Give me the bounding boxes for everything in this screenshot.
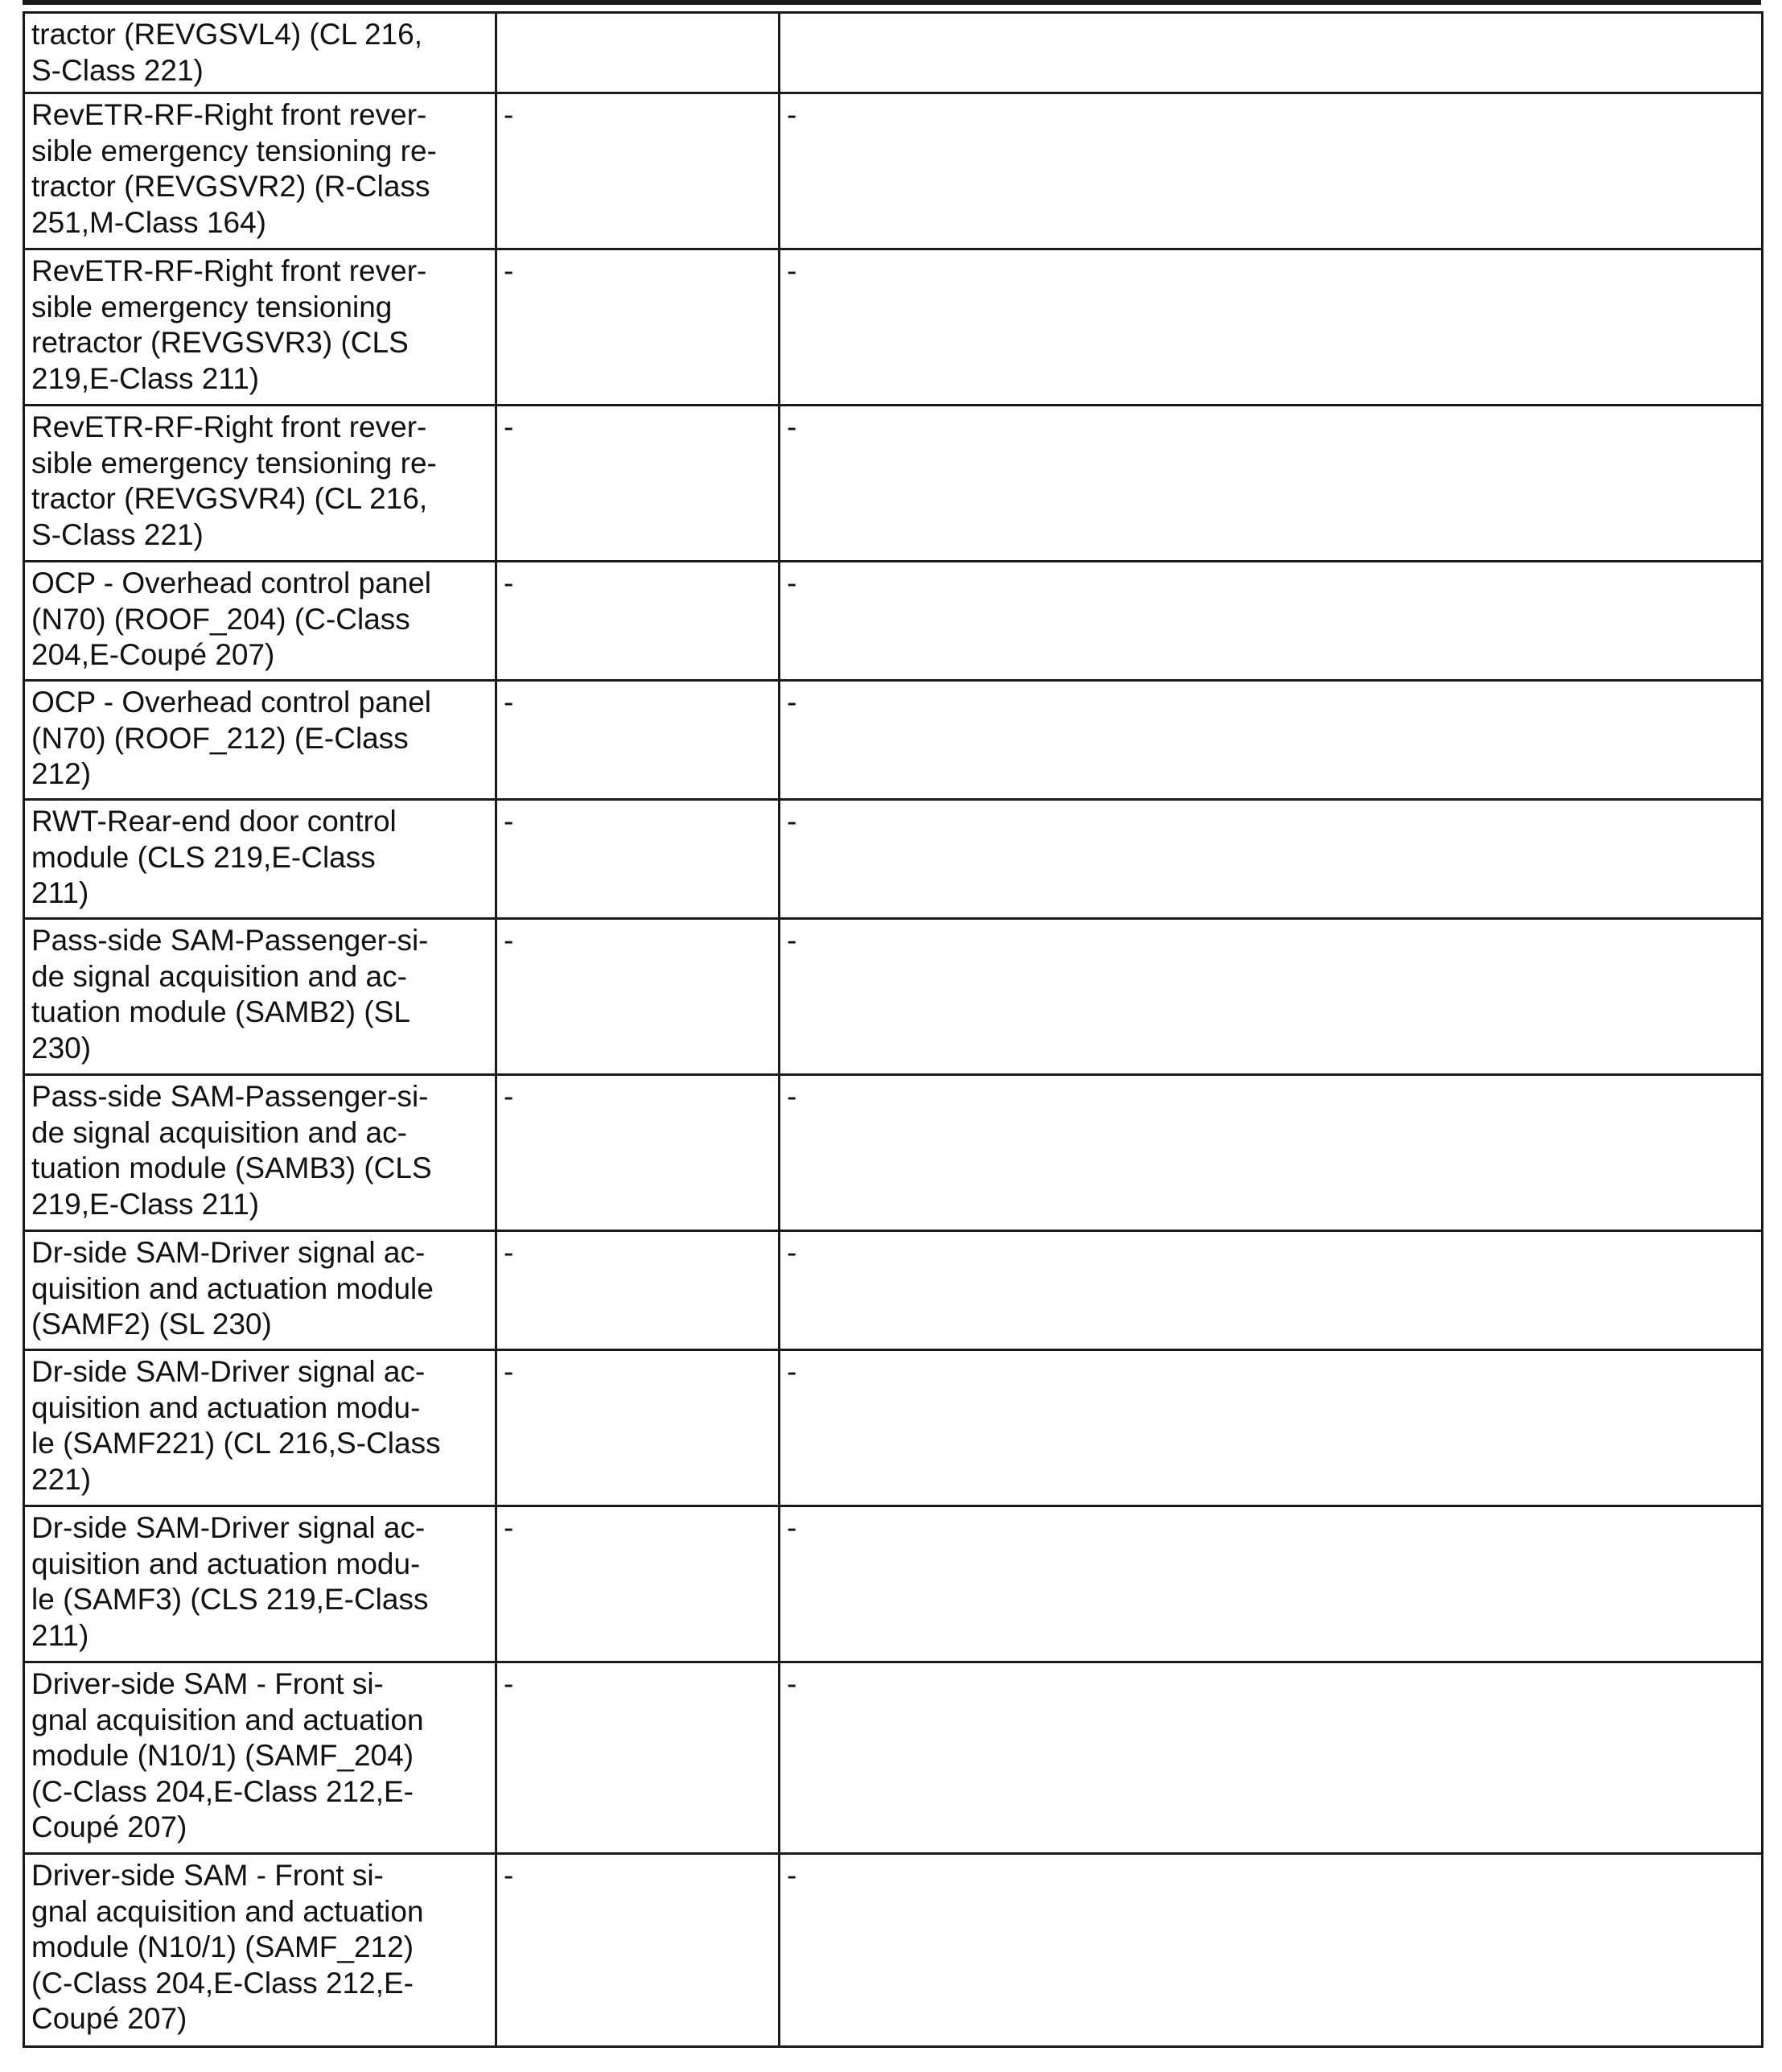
value: - xyxy=(504,1355,514,1388)
value-cell xyxy=(496,406,780,562)
value: - xyxy=(787,1511,797,1544)
value-cell xyxy=(496,562,780,681)
table-row xyxy=(24,93,1763,249)
value-cell xyxy=(496,13,780,93)
module-name-cell xyxy=(24,562,496,681)
table-row xyxy=(24,13,1763,93)
module-name-cell xyxy=(24,1506,496,1662)
module-name-cell xyxy=(24,1854,496,2047)
module-name: Driver-side SAM - Front si- gnal acquisition and actuation module (N10/1) (SAMF_204) (C-Class 204,E-Class 212,E- Coupé 207) xyxy=(31,1667,424,1843)
table-row xyxy=(24,249,1763,406)
module-name: Pass-side SAM-Passenger-si- de signal acquisition and ac- tuation module (SAMB2) (SL 230) xyxy=(31,924,429,1065)
value: - xyxy=(787,924,797,957)
table-body xyxy=(24,13,1763,2047)
module-name: Dr-side SAM-Driver signal ac- quisition and actuation modu- le (SAMF3) (CLS 219,E-Class 211) xyxy=(31,1511,429,1652)
module-name: RWT-Rear-end door control module (CLS 219,E-Class 211) xyxy=(31,805,397,909)
table-row xyxy=(24,1075,1763,1231)
value-cell xyxy=(780,249,1763,406)
table-row xyxy=(24,681,1763,800)
module-name: RevETR-RF-Right front rever- sible emergency tensioning re- tractor (REVGSVR4) (CL 216, S-Class 221) xyxy=(31,410,437,551)
value-cell xyxy=(496,1075,780,1231)
value: - xyxy=(504,924,514,957)
value-cell xyxy=(780,13,1763,93)
value: - xyxy=(504,98,514,131)
value: - xyxy=(787,98,797,131)
module-name: RevETR-RF-Right front rever- sible emergency tensioning retractor (REVGSVR3) (CLS 219,E-Class 211) xyxy=(31,254,427,395)
module-name: OCP - Overhead control panel (N70) (ROOF_212) (E-Class 212) xyxy=(31,686,432,790)
value-cell xyxy=(780,406,1763,562)
module-name-cell xyxy=(24,93,496,249)
value: - xyxy=(504,805,514,838)
value: - xyxy=(787,1667,797,1700)
table-row xyxy=(24,1506,1763,1662)
module-table xyxy=(23,11,1763,2048)
module-name-cell xyxy=(24,1075,496,1231)
value-cell xyxy=(780,1350,1763,1506)
module-name-cell xyxy=(24,800,496,919)
module-name-cell xyxy=(24,681,496,800)
value: - xyxy=(787,686,797,719)
table-row xyxy=(24,406,1763,562)
value-cell xyxy=(496,93,780,249)
value-cell xyxy=(496,800,780,919)
value: - xyxy=(504,1511,514,1544)
module-name-cell xyxy=(24,406,496,562)
value-cell xyxy=(780,681,1763,800)
table-row xyxy=(24,1854,1763,2047)
value: - xyxy=(504,1667,514,1700)
value: - xyxy=(504,1859,514,1892)
value-cell xyxy=(496,1350,780,1506)
value: - xyxy=(787,1236,797,1269)
module-name: tractor (REVGSVL4) (CL 216, S-Class 221) xyxy=(31,18,422,87)
value: - xyxy=(787,1080,797,1113)
module-name: Dr-side SAM-Driver signal ac- quisition and actuation modu- le (SAMF221) (CL 216,S-Class 221) xyxy=(31,1355,441,1496)
value-cell xyxy=(496,919,780,1075)
value-cell xyxy=(780,1506,1763,1662)
table-row xyxy=(24,919,1763,1075)
table-row xyxy=(24,800,1763,919)
value: - xyxy=(787,410,797,443)
module-name-cell xyxy=(24,1662,496,1854)
value-cell xyxy=(496,681,780,800)
value-cell xyxy=(780,93,1763,249)
table-row xyxy=(24,1662,1763,1854)
value-cell xyxy=(496,1506,780,1662)
value: - xyxy=(787,805,797,838)
module-name: RevETR-RF-Right front rever- sible emergency tensioning re- tractor (REVGSVR2) (R-Class 251,M-Class 164) xyxy=(31,98,437,239)
table-row xyxy=(24,1231,1763,1350)
top-rule xyxy=(23,0,1761,5)
value-cell xyxy=(780,800,1763,919)
value-cell xyxy=(780,1075,1763,1231)
module-name: Dr-side SAM-Driver signal ac- quisition and actuation module (SAMF2) (SL 230) xyxy=(31,1236,434,1341)
value: - xyxy=(504,1236,514,1269)
value: - xyxy=(504,566,514,599)
value-cell xyxy=(496,1662,780,1854)
module-name-cell xyxy=(24,1350,496,1506)
value-cell xyxy=(496,1231,780,1350)
value-cell xyxy=(780,1854,1763,2047)
module-name-cell xyxy=(24,1231,496,1350)
module-name-cell xyxy=(24,13,496,93)
value-cell xyxy=(780,1231,1763,1350)
value: - xyxy=(504,1080,514,1113)
value: - xyxy=(504,686,514,719)
module-name: Pass-side SAM-Passenger-si- de signal acquisition and ac- tuation module (SAMB3) (CLS 219,E-Class 211) xyxy=(31,1080,432,1221)
value-cell xyxy=(780,1662,1763,1854)
value: - xyxy=(787,1859,797,1892)
table-row xyxy=(24,1350,1763,1506)
module-name: Driver-side SAM - Front si- gnal acquisition and actuation module (N10/1) (SAMF_212) (C-Class 204,E-Class 212,E- Coupé 207) xyxy=(31,1859,424,2035)
value: - xyxy=(787,566,797,599)
value: - xyxy=(504,410,514,443)
module-name: OCP - Overhead control panel (N70) (ROOF_204) (C-Class 204,E-Coupé 207) xyxy=(31,566,432,671)
module-name-cell xyxy=(24,919,496,1075)
value-cell xyxy=(496,1854,780,2047)
module-name-cell xyxy=(24,249,496,406)
value: - xyxy=(787,1355,797,1388)
value: - xyxy=(504,254,514,287)
value: - xyxy=(787,254,797,287)
value-cell xyxy=(780,562,1763,681)
table-row xyxy=(24,562,1763,681)
value-cell xyxy=(780,919,1763,1075)
value-cell xyxy=(496,249,780,406)
